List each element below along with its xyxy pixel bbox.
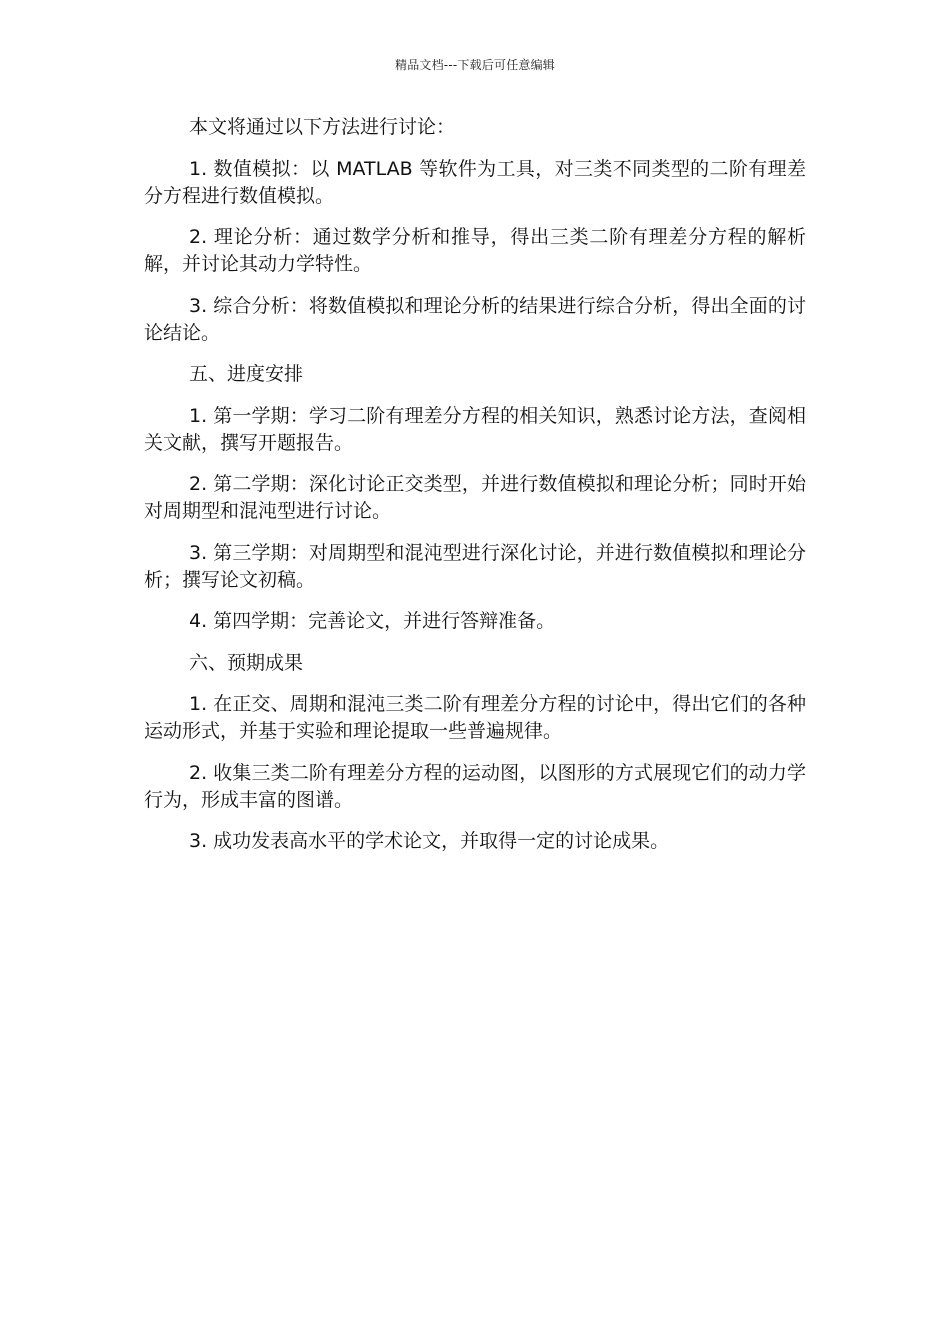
intro-paragraph: 本文将通过以下方法进行讨论：: [189, 116, 456, 138]
method-item-1: 1. 数值模拟：以 MATLAB 等软件为工具，对三类不同类型的二阶有理差分方程进行数值模拟。: [144, 157, 806, 207]
section-heading-schedule: 五、进度安排: [189, 363, 304, 385]
schedule-item-4: 4. 第四学期：完善论文，并进行答辩准备。: [189, 610, 556, 632]
result-item-3: 3. 成功发表高水平的学术论文，并取得一定的讨论成果。: [189, 830, 670, 852]
section-heading-results: 六、预期成果: [189, 651, 304, 674]
method-item-3: 3. 综合分析：将数值模拟和理论分析的结果进行综合分析，得出全面的讨论结论。: [144, 294, 806, 344]
document-body: [144, 114, 806, 870]
result-item-1: 1. 在正交、周期和混沌三类二阶有理差分方程的讨论中，得出它们的各种运动形式，并基于实验和理论提取一些普遍规律。: [144, 693, 806, 742]
schedule-item-1: 1. 第一学期：学习二阶有理差分方程的相关知识，熟悉讨论方法，查阅相关文献，撰写开题报告。: [144, 404, 806, 454]
schedule-item-2: 2. 第二学期：深化讨论正交类型，并进行数值模拟和理论分析；同时开始对周期型和混沌型进行讨论。: [144, 473, 806, 522]
result-item-2: 2. 收集三类二阶有理差分方程的运动图，以图形的方式展现它们的动力学行为，形成丰富的图谱。: [144, 761, 806, 811]
schedule-item-3: 3. 第三学期：对周期型和混沌型进行深化讨论，并进行数值模拟和理论分析；撰写论文初稿。: [144, 541, 806, 591]
method-item-2: 2. 理论分析：通过数学分析和推导，得出三类二阶有理差分方程的解析解，并讨论其动力学特性。: [144, 226, 806, 275]
page-header: 精品文档---下载后可任意编辑: [395, 58, 555, 72]
